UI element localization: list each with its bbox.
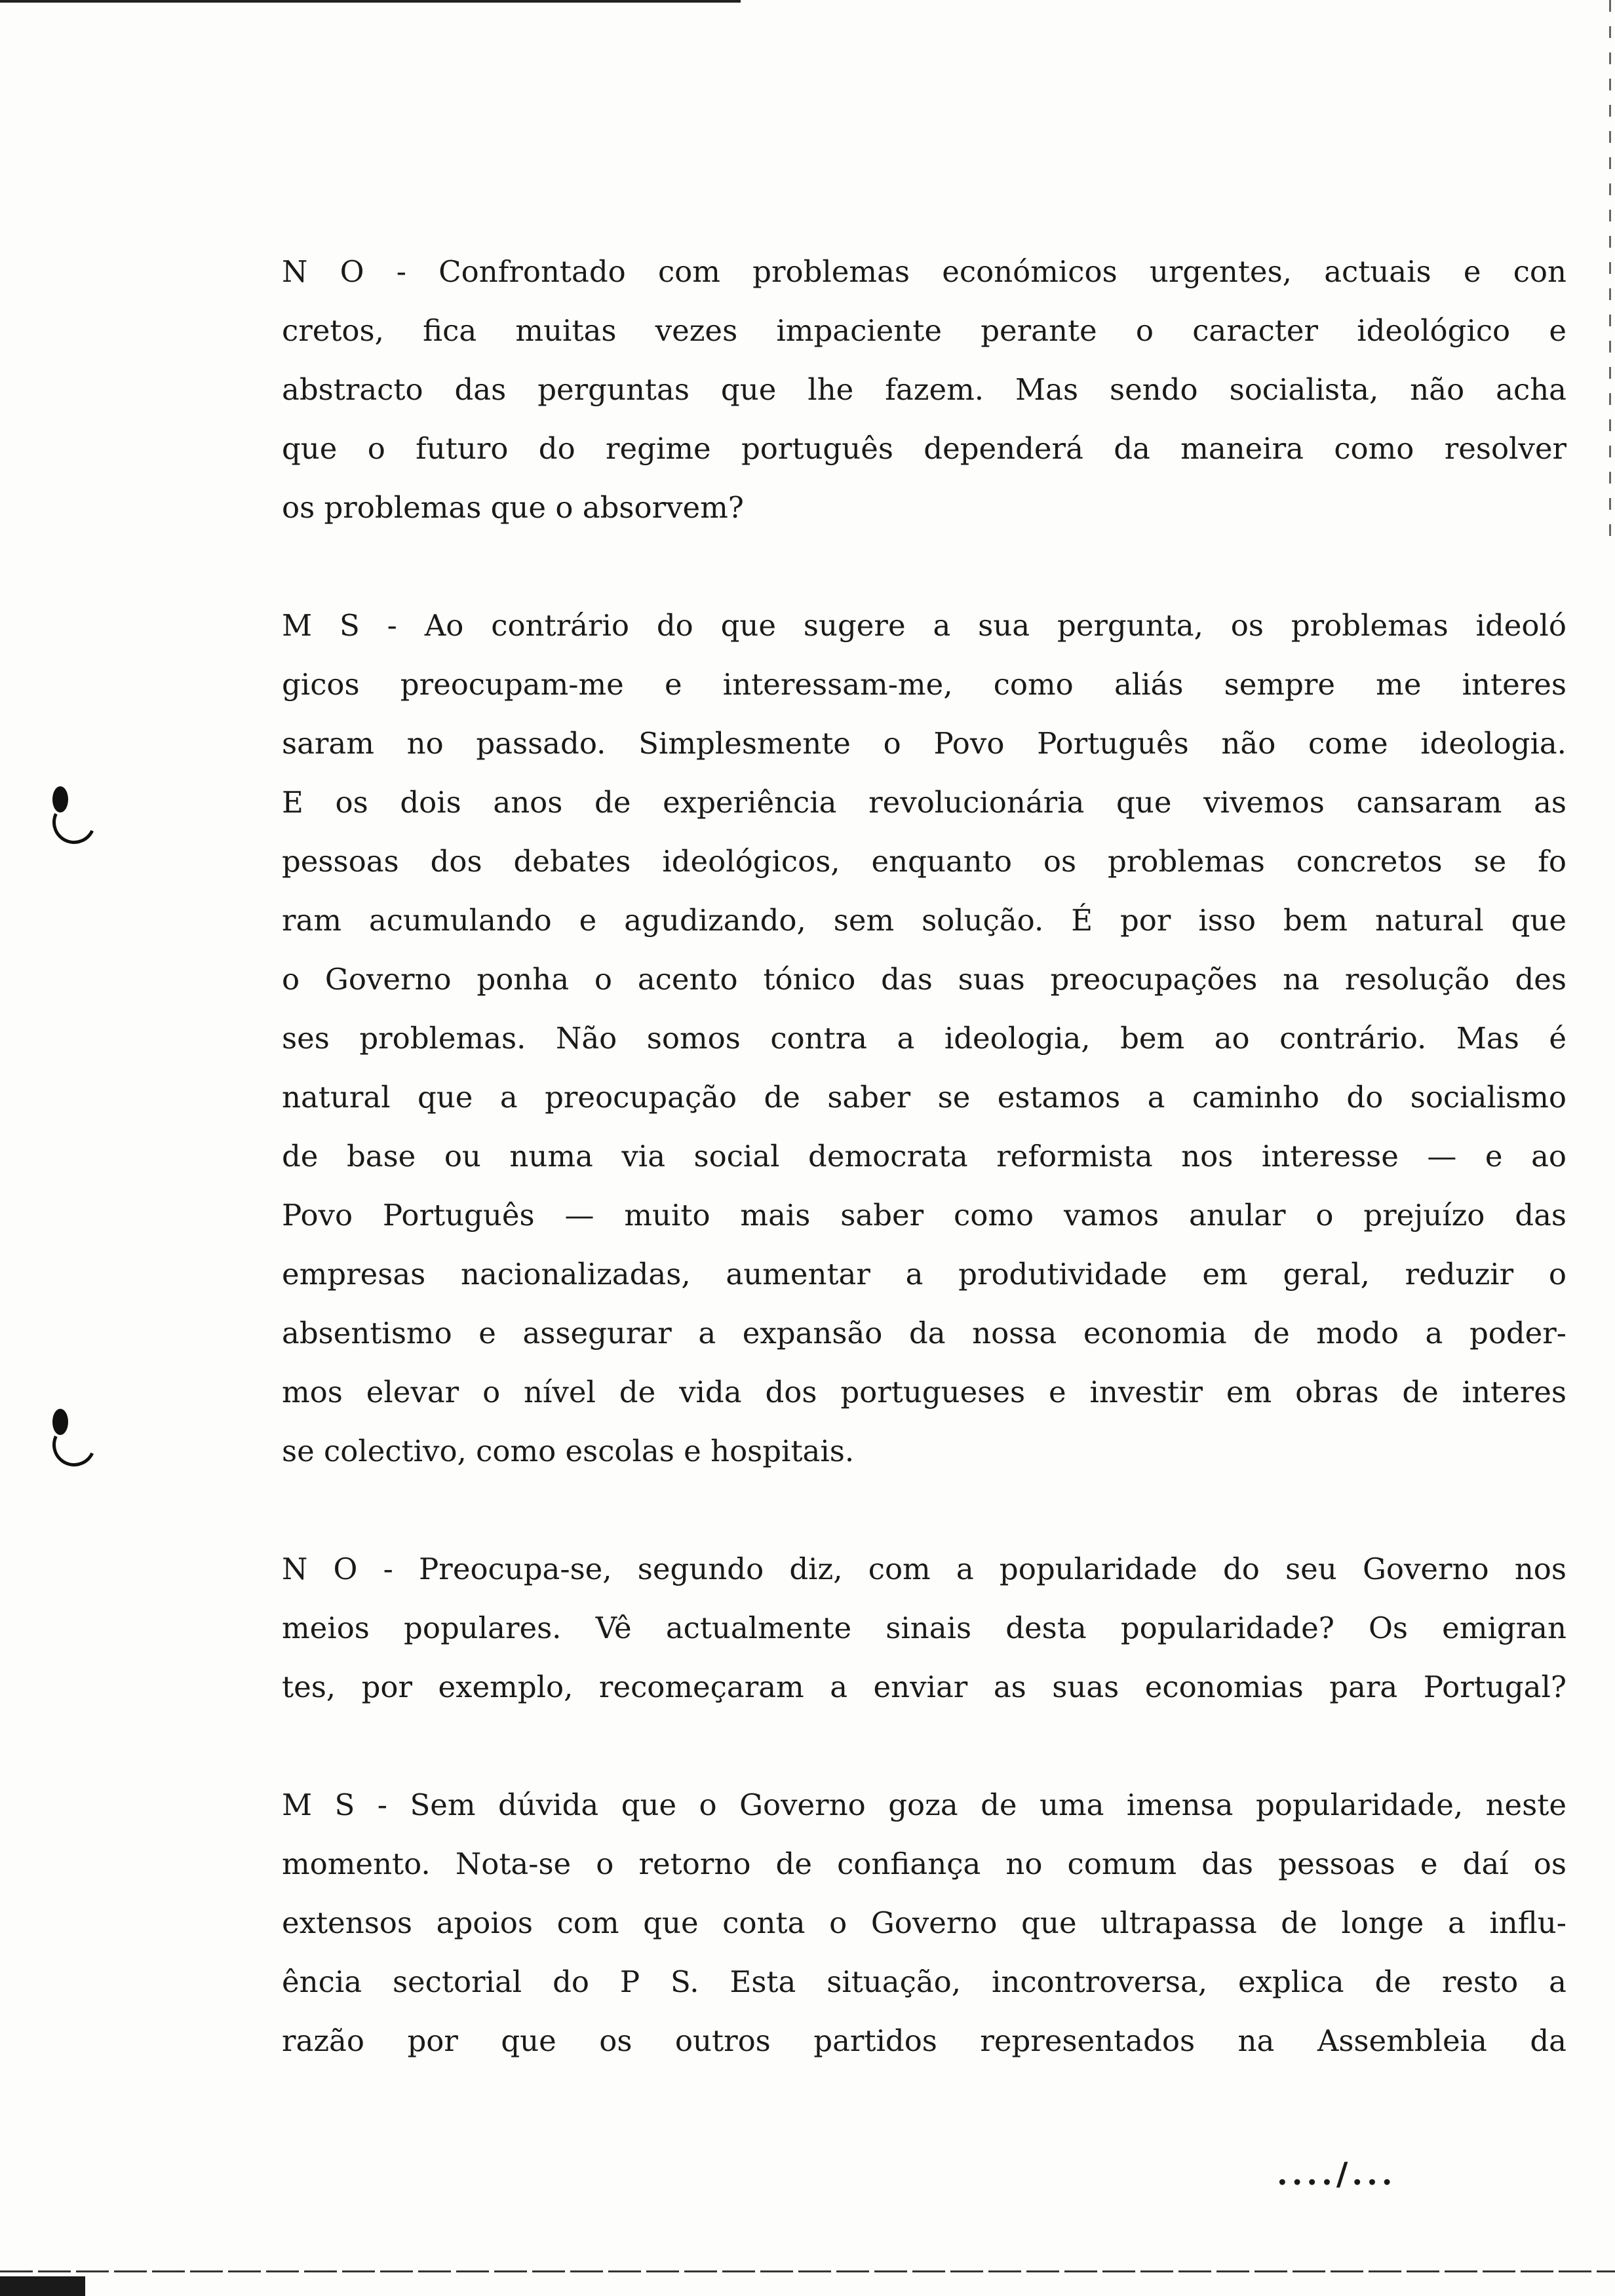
bottom-edge-block — [0, 2276, 85, 2296]
text-line: ram acumulando e agudizando, sem solução. É por isso bem natural que — [282, 903, 1566, 938]
text-line: de base ou numa via social democrata reformista nos interesse — e ao — [282, 1139, 1566, 1174]
text-line: tes, por exemplo, recomeçaram a enviar as suas economias para Portugal? — [282, 1670, 1566, 1704]
text-line: saram no passado. Simplesmente o Povo Português não come ideologia. — [282, 726, 1566, 761]
text-line: momento. Nota-se o retorno de confiança no comum das pessoas e daí os — [282, 1846, 1566, 1881]
paragraph-question-2 — [282, 1540, 1566, 1717]
text-line: gicos preocupam-me e interessam-me, como aliás sempre me interes — [282, 667, 1566, 702]
top-edge-rule — [0, 0, 741, 3]
text-line: M S - Ao contrário do que sugere a sua pergunta, os problemas ideoló — [282, 608, 1566, 643]
text-line: N O - Preocupa-se, segundo diz, com a popularidade do seu Governo nos — [282, 1552, 1566, 1586]
text-line: o Governo ponha o acento tónico das suas preocupações na resolução des — [282, 962, 1566, 997]
text-line: meios populares. Vê actualmente sinais desta popularidade? Os emigran — [282, 1611, 1566, 1645]
punch-hole-top — [46, 786, 92, 845]
paragraph-question-1 — [282, 242, 1566, 537]
text-line: que o futuro do regime português dependerá da maneira como resolver — [282, 431, 1566, 466]
bottom-edge-rule — [0, 2270, 1615, 2272]
right-edge-marks — [1609, 0, 1611, 537]
text-line: cretos, fica muitas vezes impaciente perante o caracter ideológico e — [282, 313, 1566, 348]
text-line: empresas nacionalizadas, aumentar a produtividade em geral, reduzir o — [282, 1257, 1566, 1292]
text-line: mos elevar o nível de vida dos portugueses e investir em obras de interes — [282, 1375, 1566, 1409]
text-line: natural que a preocupação de saber se estamos a caminho do socialismo — [282, 1080, 1566, 1115]
text-line: se colectivo, como escolas e hospitais. — [282, 1434, 855, 1468]
continuation-mark: ..../... — [1277, 2156, 1397, 2192]
text-line: Povo Português — muito mais saber como vamos anular o prejuízo das — [282, 1198, 1566, 1233]
text-line: absentismo e assegurar a expansão da nossa economia de modo a poder- — [282, 1316, 1566, 1350]
text-line: M S - Sem dúvida que o Governo goza de uma imensa popularidade, neste — [282, 1788, 1566, 1822]
text-line: os problemas que o absorvem? — [282, 490, 744, 525]
interview-text — [282, 242, 1566, 2130]
text-line: razão por que os outros partidos representados na Assembleia da — [282, 2023, 1566, 2058]
text-line: E os dois anos de experiência revolucionária que vivemos cansaram as — [282, 785, 1566, 820]
text-line: abstracto das perguntas que lhe fazem. Mas sendo socialista, não acha — [282, 372, 1566, 407]
text-line: ses problemas. Não somos contra a ideologia, bem ao contrário. Mas é — [282, 1021, 1566, 1056]
paragraph-answer-2 — [282, 1776, 1566, 2071]
text-line: pessoas dos debates ideológicos, enquanto os problemas concretos se fo — [282, 844, 1566, 879]
text-line: ência sectorial do P S. Esta situação, incontroversa, explica de resto a — [282, 1964, 1566, 1999]
paragraph-answer-1 — [282, 596, 1566, 1481]
punch-hole-bottom — [46, 1409, 92, 1468]
text-line: N O - Confrontado com problemas económicos urgentes, actuais e con — [282, 254, 1566, 289]
text-line: extensos apoios com que conta o Governo que ultrapassa de longe a influ- — [282, 1905, 1566, 1940]
